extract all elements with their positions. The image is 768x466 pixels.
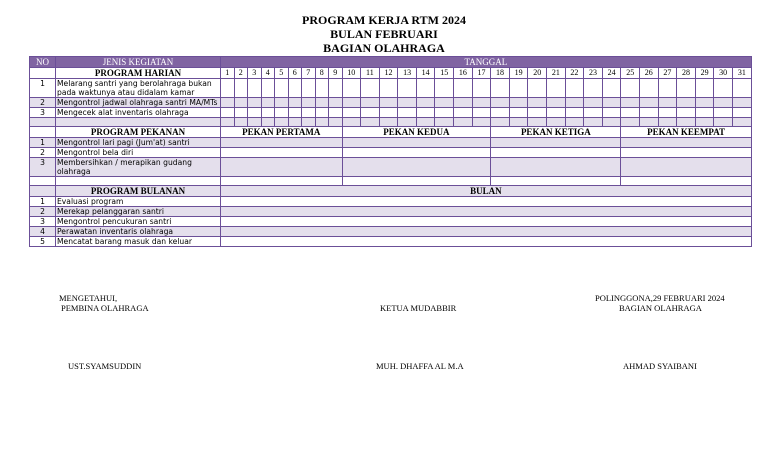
month-cell <box>221 217 752 227</box>
signature-center-role: KETUA MUDABBIR <box>380 303 457 313</box>
day-number: 26 <box>640 68 659 79</box>
table-row <box>30 138 752 148</box>
day-cell <box>342 79 361 98</box>
day-cell <box>621 79 640 98</box>
day-cell <box>491 98 510 108</box>
table-row <box>30 108 752 118</box>
week-cell <box>621 138 751 148</box>
document-title: PROGRAM KERJA RTM 2024 <box>302 13 466 27</box>
day-cell <box>315 118 329 127</box>
day-number: 1 <box>221 68 235 79</box>
day-cell <box>472 98 491 108</box>
signature-right-role: BAGIAN OLAHRAGA <box>619 303 702 313</box>
month-cell <box>221 197 752 207</box>
day-cell <box>398 79 417 98</box>
signature-left-name: UST.SYAMSUDDIN <box>68 361 142 371</box>
table-row <box>30 148 752 158</box>
day-cell <box>491 108 510 118</box>
table-row <box>30 237 752 247</box>
day-cell <box>677 108 696 118</box>
week-cell <box>621 158 751 177</box>
month-header: BULAN <box>221 186 752 197</box>
day-cell <box>658 108 677 118</box>
day-cell <box>361 98 380 108</box>
week-header: PEKAN KETIGA <box>491 127 621 138</box>
row-number: 3 <box>30 217 56 227</box>
day-cell <box>329 79 343 98</box>
day-number: 4 <box>261 68 275 79</box>
day-cell <box>261 108 275 118</box>
day-cell <box>248 118 262 127</box>
day-cell <box>454 108 473 118</box>
week-cell <box>342 158 491 177</box>
day-cell <box>361 79 380 98</box>
table-row <box>30 98 752 108</box>
day-cell <box>677 98 696 108</box>
day-cell <box>398 108 417 118</box>
day-cell <box>221 118 235 127</box>
week-cell <box>221 177 343 186</box>
day-cell <box>621 108 640 118</box>
day-number: 29 <box>695 68 714 79</box>
header-jenis-kegiatan: JENIS KEGIATAN <box>56 57 221 68</box>
day-cell <box>315 108 329 118</box>
activity-name: Mengontrol bela diri <box>56 148 221 158</box>
day-cell <box>547 108 566 118</box>
week-header: PEKAN KEDUA <box>342 127 491 138</box>
week-cell <box>621 177 751 186</box>
day-cell <box>602 108 621 118</box>
day-cell <box>302 98 316 108</box>
section-row-bulanan <box>30 186 752 197</box>
section-title-pekanan: PROGRAM PEKANAN <box>56 127 221 138</box>
day-number: 8 <box>315 68 329 79</box>
day-cell <box>565 108 584 118</box>
day-number: 3 <box>248 68 262 79</box>
day-cell <box>248 108 262 118</box>
day-cell <box>416 98 435 108</box>
day-cell <box>528 118 547 127</box>
month-cell <box>221 237 752 247</box>
day-cell <box>329 108 343 118</box>
section-spacer <box>30 127 56 138</box>
day-cell <box>329 98 343 108</box>
activity-name: Mengecek alat inventaris olahraga <box>56 108 221 118</box>
activity-name: Merekap pelanggaran santri <box>56 207 221 217</box>
day-cell <box>565 79 584 98</box>
day-cell <box>342 108 361 118</box>
day-cell <box>435 98 454 108</box>
day-cell <box>261 98 275 108</box>
table-row <box>30 158 752 177</box>
day-cell <box>221 98 235 108</box>
blank-cell <box>56 118 221 127</box>
day-number: 19 <box>509 68 528 79</box>
day-cell <box>454 98 473 108</box>
day-cell <box>584 108 603 118</box>
day-number: 18 <box>491 68 510 79</box>
day-cell <box>416 79 435 98</box>
day-cell <box>640 79 659 98</box>
section-title-harian: PROGRAM HARIAN <box>56 68 221 79</box>
week-cell <box>221 138 343 148</box>
program-table <box>29 56 752 247</box>
day-cell <box>677 118 696 127</box>
day-cell <box>342 118 361 127</box>
row-number: 3 <box>30 158 56 177</box>
day-cell <box>361 108 380 118</box>
day-cell <box>491 118 510 127</box>
day-cell <box>275 98 289 108</box>
day-cell <box>248 79 262 98</box>
section-row-pekanan <box>30 127 752 138</box>
week-cell <box>491 148 621 158</box>
day-cell <box>584 118 603 127</box>
day-cell <box>565 98 584 108</box>
activity-name: Evaluasi program <box>56 197 221 207</box>
day-cell <box>435 118 454 127</box>
day-cell <box>714 98 733 108</box>
day-cell <box>472 108 491 118</box>
day-cell <box>732 79 751 98</box>
row-number: 5 <box>30 237 56 247</box>
day-cell <box>416 118 435 127</box>
day-number: 7 <box>302 68 316 79</box>
row-number: 3 <box>30 108 56 118</box>
day-cell <box>602 98 621 108</box>
day-cell <box>275 79 289 98</box>
day-cell <box>640 108 659 118</box>
activity-name: Mengontrol pencukuran santri <box>56 217 221 227</box>
row-number: 2 <box>30 148 56 158</box>
day-cell <box>509 118 528 127</box>
day-cell <box>221 79 235 98</box>
day-cell <box>248 98 262 108</box>
day-cell <box>342 98 361 108</box>
day-number: 27 <box>658 68 677 79</box>
blank-row <box>30 177 752 186</box>
day-cell <box>379 118 398 127</box>
week-cell <box>342 148 491 158</box>
day-cell <box>435 79 454 98</box>
day-cell <box>528 108 547 118</box>
blank-row <box>30 118 752 127</box>
day-cell <box>547 98 566 108</box>
day-number: 14 <box>416 68 435 79</box>
week-cell <box>221 158 343 177</box>
day-cell <box>695 108 714 118</box>
signature-center-name: MUH. DHAFFA AL M.A <box>376 361 464 371</box>
activity-name: Mengontrol lari pagi (Jum'at) santri <box>56 138 221 148</box>
day-cell <box>695 118 714 127</box>
day-number: 17 <box>472 68 491 79</box>
day-cell <box>379 108 398 118</box>
day-number: 20 <box>528 68 547 79</box>
day-cell <box>658 79 677 98</box>
blank-cell <box>30 177 56 186</box>
day-cell <box>221 108 235 118</box>
day-cell <box>454 79 473 98</box>
day-cell <box>584 79 603 98</box>
signature-right-place-date: POLINGGONA,29 FEBRUARI 2024 <box>595 293 725 303</box>
day-cell <box>584 98 603 108</box>
activity-name: Mengontrol jadwal olahraga santri MA/MTs <box>56 98 221 108</box>
day-cell <box>732 118 751 127</box>
day-number: 15 <box>435 68 454 79</box>
day-cell <box>261 79 275 98</box>
day-cell <box>695 98 714 108</box>
day-cell <box>234 79 248 98</box>
day-cell <box>677 79 696 98</box>
week-cell <box>221 148 343 158</box>
week-cell <box>342 177 491 186</box>
section-row-harian <box>30 68 752 79</box>
week-cell <box>491 138 621 148</box>
row-number: 2 <box>30 207 56 217</box>
day-cell <box>435 108 454 118</box>
day-cell <box>714 108 733 118</box>
day-cell <box>509 79 528 98</box>
day-number: 25 <box>621 68 640 79</box>
day-cell <box>398 98 417 108</box>
day-cell <box>454 118 473 127</box>
day-number: 9 <box>329 68 343 79</box>
day-cell <box>602 118 621 127</box>
signature-left-label: MENGETAHUI, <box>59 293 118 303</box>
week-cell <box>342 138 491 148</box>
row-number: 1 <box>30 79 56 98</box>
day-cell <box>732 98 751 108</box>
day-cell <box>379 79 398 98</box>
activity-name: Membersihkan / merapikan gudang olahraga <box>56 158 221 177</box>
day-cell <box>302 79 316 98</box>
day-number: 21 <box>547 68 566 79</box>
day-cell <box>275 108 289 118</box>
day-number: 30 <box>714 68 733 79</box>
day-number: 10 <box>342 68 361 79</box>
activity-name: Melarang santri yang berolahraga bukan pada waktunya atau didalam kamar <box>56 79 221 98</box>
section-spacer <box>30 186 56 197</box>
day-number: 23 <box>584 68 603 79</box>
day-cell <box>714 79 733 98</box>
day-cell <box>315 98 329 108</box>
activity-name: Mencatat barang masuk dan keluar <box>56 237 221 247</box>
signature-left-role: PEMBINA OLAHRAGA <box>61 303 149 313</box>
day-number: 24 <box>602 68 621 79</box>
week-cell <box>491 177 621 186</box>
table-row <box>30 197 752 207</box>
day-cell <box>234 118 248 127</box>
document-subtitle-month: BULAN FEBRUARI <box>330 27 438 41</box>
day-number: 28 <box>677 68 696 79</box>
section-spacer <box>30 68 56 79</box>
day-number: 13 <box>398 68 417 79</box>
day-cell <box>472 79 491 98</box>
day-cell <box>602 79 621 98</box>
day-number: 16 <box>454 68 473 79</box>
blank-cell <box>30 118 56 127</box>
day-number: 6 <box>288 68 302 79</box>
day-number: 5 <box>275 68 289 79</box>
day-cell <box>261 118 275 127</box>
activity-name: Perawatan inventaris olahraga <box>56 227 221 237</box>
blank-cell <box>56 177 221 186</box>
day-number: 22 <box>565 68 584 79</box>
row-number: 4 <box>30 227 56 237</box>
day-cell <box>275 118 289 127</box>
day-cell <box>234 98 248 108</box>
day-cell <box>509 108 528 118</box>
day-cell <box>472 118 491 127</box>
row-number: 2 <box>30 98 56 108</box>
table-header-row <box>30 57 752 68</box>
row-number: 1 <box>30 197 56 207</box>
day-cell <box>416 108 435 118</box>
table-row <box>30 207 752 217</box>
week-cell <box>621 148 751 158</box>
day-cell <box>288 108 302 118</box>
day-cell <box>547 118 566 127</box>
day-cell <box>695 79 714 98</box>
day-cell <box>640 118 659 127</box>
day-cell <box>658 118 677 127</box>
day-cell <box>302 118 316 127</box>
day-cell <box>547 79 566 98</box>
month-cell <box>221 207 752 217</box>
day-cell <box>565 118 584 127</box>
day-cell <box>621 98 640 108</box>
day-cell <box>509 98 528 108</box>
day-cell <box>528 98 547 108</box>
day-cell <box>302 108 316 118</box>
header-tanggal: TANGGAL <box>221 57 752 68</box>
day-cell <box>288 98 302 108</box>
section-title-bulanan: PROGRAM BULANAN <box>56 186 221 197</box>
day-cell <box>528 79 547 98</box>
signature-right-name: AHMAD SYAIBANI <box>623 361 697 371</box>
header-no: NO <box>30 57 56 68</box>
document-subtitle-division: BAGIAN OLAHRAGA <box>323 41 445 55</box>
month-cell <box>221 227 752 237</box>
day-cell <box>361 118 380 127</box>
day-number: 31 <box>732 68 751 79</box>
table-row <box>30 227 752 237</box>
week-header: PEKAN PERTAMA <box>221 127 343 138</box>
day-cell <box>234 108 248 118</box>
day-cell <box>714 118 733 127</box>
day-cell <box>491 79 510 98</box>
day-cell <box>288 79 302 98</box>
day-cell <box>732 108 751 118</box>
day-cell <box>288 118 302 127</box>
day-cell <box>315 79 329 98</box>
table-row <box>30 79 752 98</box>
week-cell <box>491 158 621 177</box>
day-cell <box>658 98 677 108</box>
row-number: 1 <box>30 138 56 148</box>
day-cell <box>398 118 417 127</box>
day-cell <box>379 98 398 108</box>
day-cell <box>621 118 640 127</box>
table-row <box>30 217 752 227</box>
day-number: 11 <box>361 68 380 79</box>
day-number: 12 <box>379 68 398 79</box>
day-cell <box>329 118 343 127</box>
week-header: PEKAN KEEMPAT <box>621 127 751 138</box>
day-cell <box>640 98 659 108</box>
day-number: 2 <box>234 68 248 79</box>
